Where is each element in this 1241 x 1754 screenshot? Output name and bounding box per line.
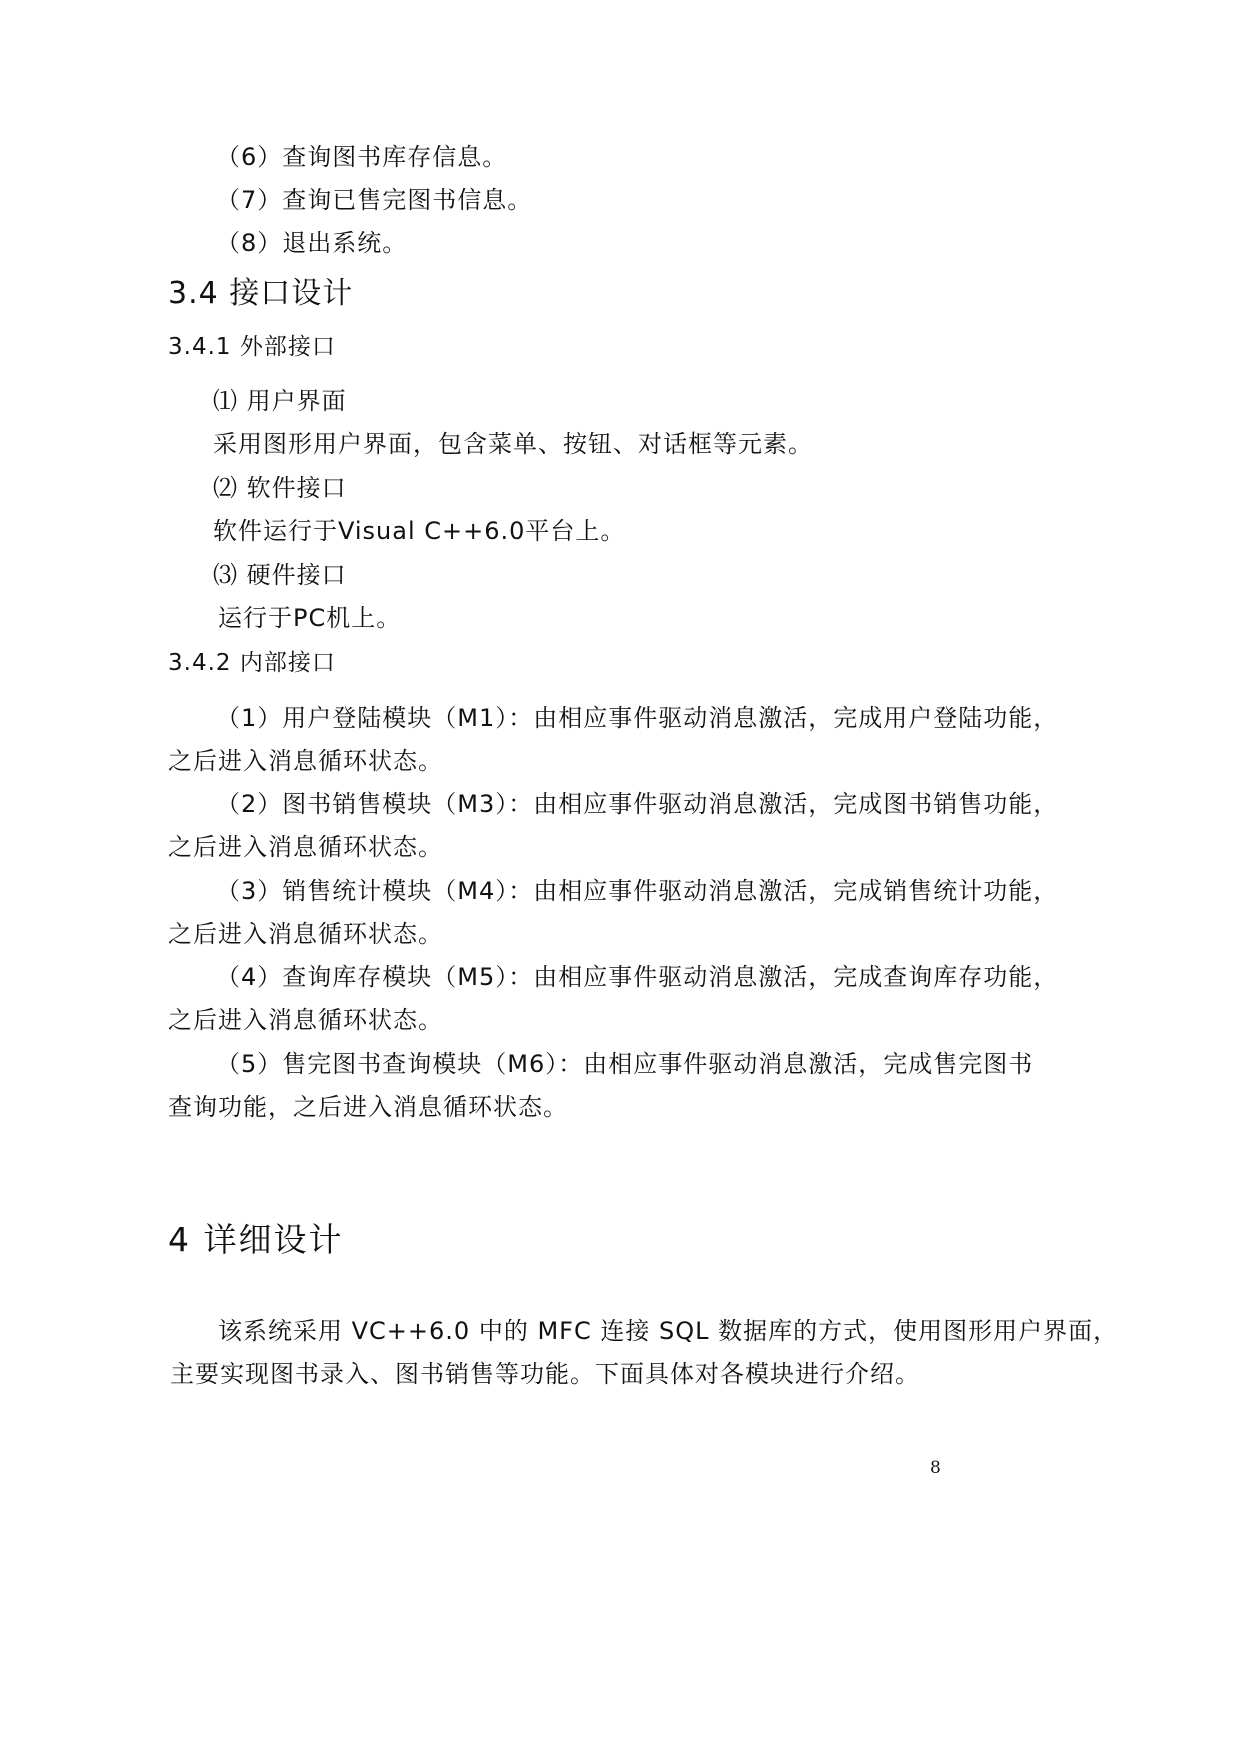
internal-para-1-line-2: 之后进入消息循环状态。: [168, 747, 443, 775]
list-item-7: （7）查询已售完图书信息。: [216, 186, 533, 214]
internal-para-4-line-1: （4）查询库存模块（M5）：由相应事件驱动消息激活，完成查询库存功能，: [216, 963, 1059, 991]
chapter-heading-4: 4 详细设计: [168, 1220, 344, 1259]
internal-para-3-line-1: （3）销售统计模块（M4）：由相应事件驱动消息激活，完成销售统计功能，: [216, 877, 1059, 905]
external-item-2-text: 软件运行于Visual C++6.0平台上。: [213, 517, 626, 545]
subsection-heading-3-4-2: 3.4.2 内部接口: [168, 650, 336, 676]
external-item-1-title: ⑴ 用户界面: [213, 387, 347, 415]
external-item-1-text: 采用图形用户界面，包含菜单、按钮、对话框等元素。: [213, 430, 813, 458]
section-heading-3-4: 3.4 接口设计: [168, 276, 354, 311]
internal-para-5-line-2: 查询功能，之后进入消息循环状态。: [168, 1093, 568, 1121]
internal-para-5-line-1: （5）售完图书查询模块（M6）：由相应事件驱动消息激活，完成售完图书: [216, 1050, 1034, 1078]
internal-para-4-line-2: 之后进入消息循环状态。: [168, 1006, 443, 1034]
page-number: 8: [930, 1458, 941, 1478]
internal-para-3-line-2: 之后进入消息循环状态。: [168, 920, 443, 948]
internal-para-1-line-1: （1）用户登陆模块（M1）：由相应事件驱动消息激活，完成用户登陆功能，: [216, 704, 1059, 732]
detail-intro-line-2: 主要实现图书录入、图书销售等功能。下面具体对各模块进行介绍。: [170, 1360, 920, 1388]
list-item-6: （6）查询图书库存信息。: [216, 143, 508, 171]
subsection-heading-3-4-1: 3.4.1 外部接口: [168, 334, 336, 360]
external-item-2-title: ⑵ 软件接口: [213, 474, 347, 502]
internal-para-2-line-2: 之后进入消息循环状态。: [168, 833, 443, 861]
external-item-3-title: ⑶ 硬件接口: [213, 561, 347, 589]
external-item-3-text: 运行于PC机上。: [218, 604, 402, 632]
internal-para-2-line-1: （2）图书销售模块（M3）：由相应事件驱动消息激活，完成图书销售功能，: [216, 790, 1059, 818]
list-item-8: （8）退出系统。: [216, 229, 408, 257]
detail-intro-line-1: 该系统采用 VC++6.0 中的 MFC 连接 SQL 数据库的方式，使用图形用户界面，: [218, 1317, 1119, 1345]
